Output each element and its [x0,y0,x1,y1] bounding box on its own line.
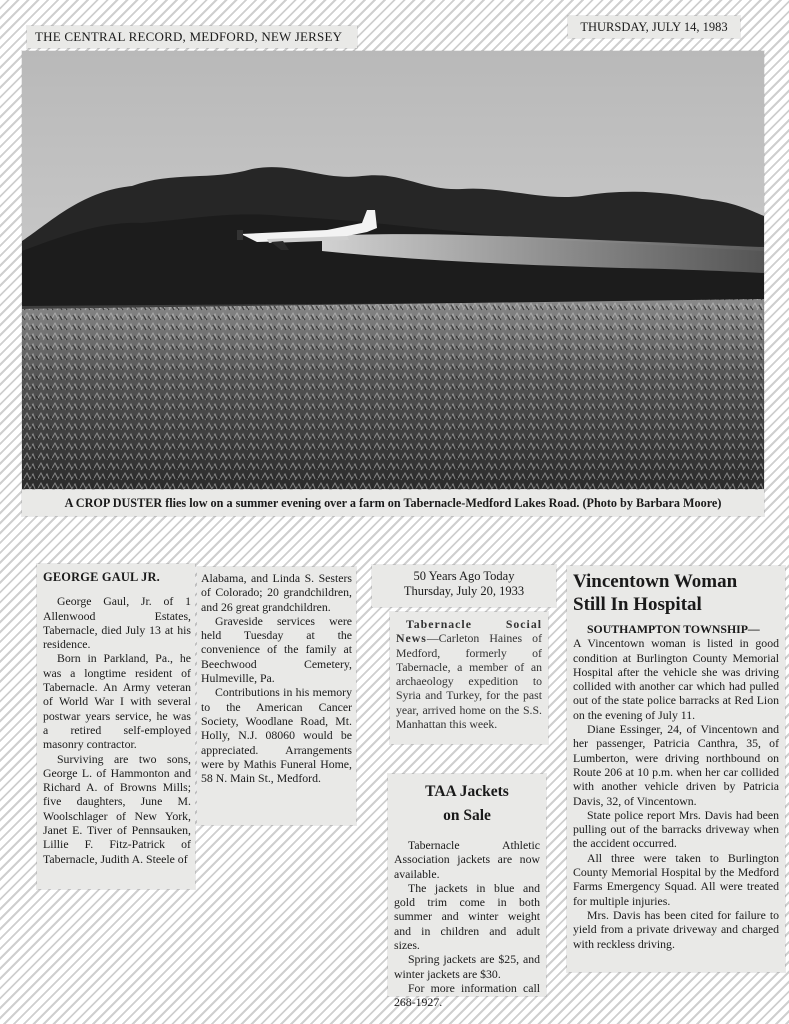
masthead-newspaper-name [27,26,357,48]
obituary-paragraph: Alabama, and Linda S. Sesters of Colorado; 20 grandchildren, and 26 great grandchildren. [201,571,352,614]
masthead-date-box [568,16,740,38]
fifty-years-text: —Carleton Haines of Medford, formerly of Tabernacle, a member of an archaeology expedition to Syria and Turkey, for the past year, arrived home on the S.S. Manhattan this week. [396,631,542,732]
vincentown-headline-line-2: Still In Hospital [573,594,702,615]
taa-headline [394,780,540,828]
vincentown-paragraph: State police report Mrs. Davis had been pulling out of the barracks driveway when the accident occurred. [573,807,779,851]
fifty-years-title: 50 Years Ago Today [413,569,515,583]
fifty-years-article [390,612,548,744]
caption-text: A CROP DUSTER flies low on a summer evening over a farm on Tabernacle-Medford Lakes Road. (Photo by Barbara Moore) [64,496,722,510]
vincentown-headline-line-1: Vincentown Woman [573,571,738,592]
vincentown-paragraph: Mrs. Davis has been cited for failure to yield from a private driveway and charged with reckless driving. [573,907,779,951]
obituary-paragraph: Surviving are two sons, George L. of Hammonton and Richard A. of Browns Mills; five daughters, June M. Woolschlager of New York, Janet E. Tiver of Pennsauken, Lillie F. Fitz-Patrick of Tabernacle, Judith A. Steele of [43,751,191,866]
obituary-paragraph: Graveside services were held Tuesday at the convenience of the family at Beechwood Cemetery, Hulmeville, Pa. [201,613,352,686]
issue-date: THURSDAY, JULY 14, 1983 [580,20,728,34]
photo-illustration [22,51,764,489]
taa-jackets-article [388,774,546,1010]
vincentown-dateline: SOUTHAMPTON TOWNSHIP— [587,622,760,636]
taa-paragraph: The jackets in blue and gold trim come in both summer and winter weight and in children and adult sizes. [394,880,540,953]
obituary-column-1 [37,564,195,889]
obituary-paragraph: Born in Parkland, Pa., he was a longtime resident of Tabernacle. An Army veteran of World War I with several postwar years service, he was a retired self-employed masonry contractor. [43,651,191,752]
fifty-years-paragraph [396,617,542,731]
obituary-paragraph: George Gaul, Jr. of 1 Allenwood Estates, Tabernacle, died July 13 at his residence. [43,594,191,652]
obituary-headline: GEORGE GAUL JR. [43,570,160,584]
obituary-column-2 [197,567,356,825]
vincentown-article [567,566,785,972]
taa-paragraph: Tabernacle Athletic Association jackets are now available. [394,838,540,881]
vincentown-headline [573,570,779,616]
taa-paragraph: For more information call 268-1927. [394,980,540,1010]
taa-headline-line-1: TAA Jackets [425,783,509,800]
taa-paragraph: Spring jackets are $25, and winter jackets are $30. [394,952,540,981]
newspaper-name: THE CENTRAL RECORD, MEDFORD, NEW JERSEY [35,29,343,44]
taa-headline-line-2: on Sale [443,807,491,824]
fifty-years-label: Tabernacle Social News [396,617,542,646]
vincentown-paragraph: All three were taken to Burlington County Memorial Hospital by the Medford Farms Emergency Squad. All were treated for multiple injuries. [573,850,779,908]
fifty-years-date: Thursday, July 20, 1933 [403,584,525,598]
obituary-paragraph: Contributions in his memory to the American Cancer Society, Woodlane Road, Mt. Holly, N.J. 08060 would be appreciated. Arrangements were by Mathis Funeral Home, 58 N. Main St., Medford. [201,685,352,786]
photo-caption [22,490,764,516]
crop-duster-photo [22,51,764,489]
vincentown-paragraph: Diane Essinger, 24, of Vincentown and her passenger, Patricia Canthra, 35, of Lumberton, were driving northbound on Route 206 at 10 p.m. when her car collided with another vehicle driven by Patricia Davis, 32, of Vincentown. [573,722,779,808]
vincentown-lead: A Vincentown woman is listed in good condition at Burlington County Memorial Hospital after the vehicle she was driving collided with another car which had pulled out of the state police barracks at Red Lion on the evening of July 11. [573,636,779,722]
fifty-years-ago-header [372,565,556,607]
